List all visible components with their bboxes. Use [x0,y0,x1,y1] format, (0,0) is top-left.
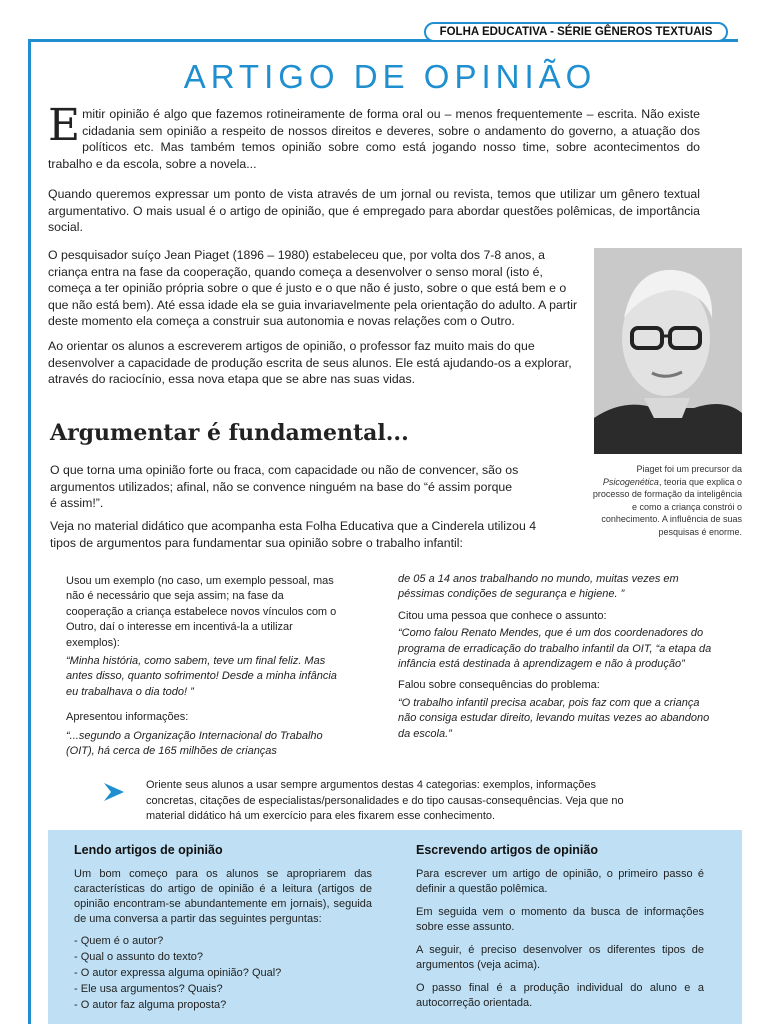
orient-note: Oriente seus alunos a usar sempre argumentos destas 4 categorias: exemplos, informações concretas, citações de especialistas/personalidades e do tipo causas-consequências. Veja que no material didático há um exercício para eles fixarem esse conhecimento. [146,779,624,822]
example-3-label: Citou uma pessoa que conhece o assunto: [398,609,607,622]
example-4-quote: “O trabalho infantil precisa acabar, pois faz com que a criança não consiga estudar direito, levando muitas vezes ao abandono da escola.” [398,696,710,740]
intro-paragraph-2: Quando queremos expressar um ponto de vista através de um jornal ou revista, temos que utilizar um gênero textual argumentativo. O mais usual é o artigo de opinião, que é empregado para abordar questões polêmicas, de importância social. [48,187,700,234]
example-2-quote-start: “...segundo a Organização Internacional do Trabalho (OIT), há cerca de 165 milhões de crianças [66,729,323,758]
page-title: ARTIGO DE OPINIÃO [183,58,597,95]
list-item: - Quem é o autor? [74,933,281,949]
lendo-heading: Lendo artigos de opinião [74,843,223,857]
escrevendo-heading: Escrevendo artigos de opinião [416,843,598,857]
escrevendo-step-2: Em seguida vem o momento da busca de informações sobre esse assunto. [416,906,704,933]
list-item: - Qual o assunto do texto? [74,949,281,965]
arrow-bullet-icon [103,781,125,803]
intro-paragraph-4: Ao orientar os alunos a escreverem artigos de opinião, o professor faz muito mais do que desenvolver a capacidade de produção escrita de seus alunos. Ele está ajudando-os a explorar, através do raciocínio, essa nova etapa que se abre nas suas vidas. [48,339,572,386]
example-1-quote: “Minha história, como sabem, teve um final feliz. Mas antes disso, quanto sofrimento! Desde a minha infância eu trabalhava o dia todo! ” [66,655,337,698]
section-heading-argumentar: Argumentar é fundamental... [50,420,409,446]
intro-p1-text: mitir opinião é algo que fazemos rotineiramente de forma oral ou – menos frequentemente – escrita. Não existe cidadania sem opinião a respeito de nossos direitos e deveres, sobre o andamento do governo, a atuação dos políticos etc. Mas também temos opinião sobre como está jogando nosso time, sobre acontecimentos do trabalho e da escola, sobre a novela... [48,107,700,171]
caption-term: Psicogenética [602,476,659,487]
lendo-questions [74,933,281,1013]
drop-cap: E [48,100,81,151]
portrait-illustration [594,248,742,454]
example-3-quote: “Como falou Renato Mendes, que é um dos coordenadores do programa de erradicação do trabalho infantil da OIT, “a etapa da infância está destinada à aprendizagem e não à produção” [398,627,712,671]
argumentar-paragraph-2: Veja no material didático que acompanha esta Folha Educativa que a Cinderela utilizou 4 tipos de argumentos para fundamentar sua opinião sobre o trabalho infantil: [50,519,537,550]
example-4-label: Falou sobre consequências do problema: [398,679,600,692]
lendo-text: Um bom começo para os alunos se apropriarem das características do artigo de opinião é a leitura (artigos de opinião encontram-se abundantemente em jornais), seguida de uma conversa a partir das seguintes perguntas: [74,868,372,925]
escrevendo-step-1: Para escrever um artigo de opinião, o primeiro passo é definir a questão polêmica. [416,868,704,895]
piaget-photo [594,248,742,454]
intro-paragraph-1 [48,100,700,172]
list-item: - Ele usa argumentos? Quais? [74,981,281,997]
frame-left-border [28,39,31,1024]
caption-text-start: Piaget foi um precursor da [636,464,742,474]
escrevendo-step-3: A seguir, é preciso desenvolver os diferentes tipos de argumentos (veja acima). [416,944,704,971]
examples-right-column [398,572,718,742]
examples-left-column [66,574,338,759]
list-item: - O autor faz alguma proposta? [74,997,281,1013]
example-2-label: Apresentou informações: [66,711,189,724]
list-item: - O autor expressa alguma opinião? Qual? [74,965,281,981]
photo-caption [588,463,742,539]
intro-paragraph-3: O pesquisador suíço Jean Piaget (1896 – 1980) estabeleceu que, por volta dos 7-8 anos, a criança entra na fase da cooperação, quando começa a desenvolver o senso moral (isto é, começa a ter opinião própria sobre o que é justo e o que não é justo, sobre o que está bem e o que não está bem). Até essa idade ela se guia invariavelmente pela orientação do adulto. A partir deste momento ela começa a construir sua autonomia e novas relações com o Outro. [48,248,578,328]
argumentar-paragraph-1: O que torna uma opinião forte ou fraca, com capacidade ou não de convencer, são os argumentos utilizados; afinal, não se convence ninguém na base do “é assim porque é assim!”. [50,463,519,510]
caption-text-end: , teoria que explica o processo de formação da inteligência e como a criança constrói o conhecimento. A influência de suas pesquisas é enorme. [592,476,742,537]
escrevendo-step-4: O passo final é a produção individual do aluno e a autocorreção orientada. [416,982,704,1009]
series-tag: FOLHA EDUCATIVA - SÉRIE GÊNEROS TEXTUAIS [424,22,728,42]
example-1-label: Usou um exemplo (no caso, um exemplo pessoal, mas não é necessário que seja assim; na fase da cooperação a criança estabelece novos vínculos com o Outro, daí o interesse em incentivá-la a utilizar exemplos): [66,575,337,649]
example-2-quote-end: de 05 a 14 anos trabalhando no mundo, muitas vezes em péssimas condições de segurança e higiene. ” [398,573,679,601]
